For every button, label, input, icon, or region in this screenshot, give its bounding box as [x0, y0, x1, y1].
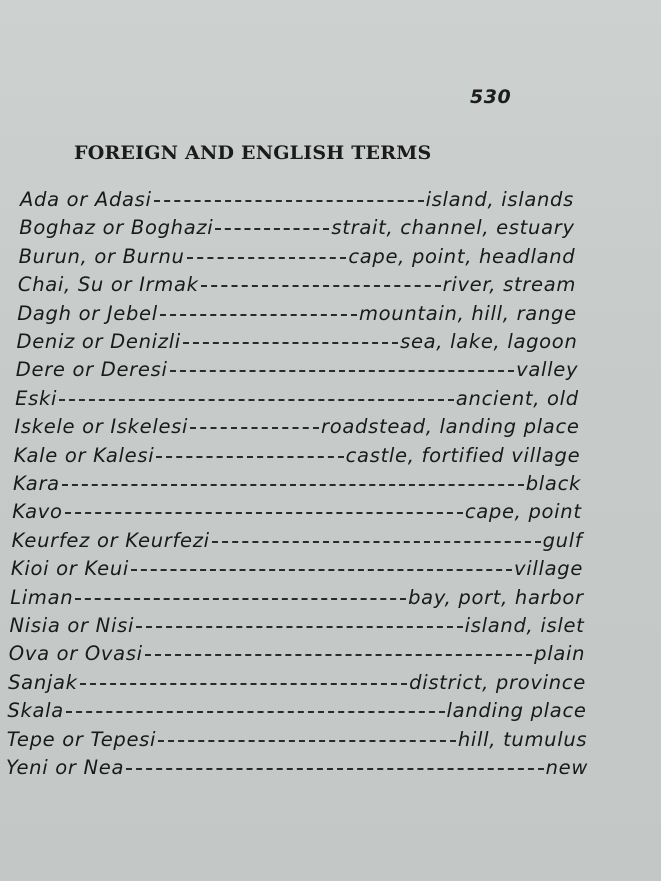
entry-term: Sanjak: [8, 670, 78, 694]
entry-term: Nisia or Nisi: [9, 614, 135, 637]
glossary-entry: [13, 472, 581, 500]
entry-meaning: district, province: [409, 670, 586, 694]
entry-meaning: island, islet: [464, 614, 585, 637]
glossary-entry: [11, 557, 583, 585]
entry-term: Chai, Su or Irmak: [17, 273, 199, 297]
entry-meaning: ancient, old: [455, 386, 579, 410]
dotted-leader: [158, 740, 456, 742]
page-number: 530: [470, 86, 512, 108]
entry-term: Burun, or Burnu: [18, 244, 185, 268]
glossary-entry: [16, 358, 578, 386]
entry-meaning: bay, port, harbor: [408, 585, 584, 609]
dotted-leader: [62, 484, 524, 486]
dotted-leader: [201, 285, 441, 287]
glossary-entry: [10, 586, 584, 614]
entry-meaning: mountain, hill, range: [358, 301, 577, 325]
dotted-leader: [190, 427, 319, 429]
glossary-entry: [8, 671, 586, 699]
entry-term: Kale or Kalesi: [13, 443, 155, 467]
entry-term: Dagh or Jebel: [17, 301, 158, 325]
dotted-leader: [59, 399, 454, 401]
entry-meaning: new: [545, 756, 588, 779]
glossary-entry: [15, 387, 579, 415]
dotted-leader: [215, 228, 329, 230]
dotted-leader: [66, 711, 445, 713]
entry-meaning: village: [514, 557, 584, 581]
glossary-entry: [19, 216, 574, 244]
dotted-leader: [187, 257, 347, 259]
dotted-leader: [65, 512, 463, 514]
glossary-entry: [18, 273, 576, 301]
entry-meaning: cape, point, headland: [348, 244, 576, 268]
glossary-entry: [7, 699, 586, 727]
glossary-entry: [14, 444, 581, 472]
entry-meaning: black: [525, 472, 581, 495]
entry-meaning: cape, point: [464, 500, 582, 524]
entry-term: Iskele or Iskelesi: [14, 415, 189, 439]
page-heading: FOREIGN AND ENGLISH TERMS: [74, 142, 432, 164]
dotted-leader: [136, 626, 463, 628]
glossary-entry: [19, 245, 576, 273]
entry-term: Tepe or Tepesi: [6, 727, 157, 751]
dotted-leader: [75, 598, 406, 600]
entry-meaning: landing place: [446, 699, 587, 723]
dotted-leader: [212, 541, 541, 543]
entry-term: Liman: [10, 585, 74, 609]
glossary-entry: [14, 415, 579, 443]
entry-meaning: gulf: [542, 528, 583, 552]
entry-term: Deniz or Denizli: [16, 330, 181, 353]
dotted-leader: [126, 768, 543, 770]
entry-term: Kioi or Keui: [10, 557, 130, 581]
glossary-entry: [10, 614, 585, 642]
entry-meaning: sea, lake, lagoon: [400, 330, 578, 353]
entry-meaning: hill, tumulus: [457, 727, 588, 751]
entry-meaning: strait, channel, estuary: [331, 216, 575, 240]
entry-meaning: valley: [516, 358, 579, 382]
dotted-leader: [80, 683, 407, 685]
entry-term: Dere or Deresi: [15, 358, 168, 382]
entry-meaning: roadstead, landing place: [321, 415, 580, 439]
glossary-entry: [12, 500, 581, 528]
entry-meaning: castle, fortified village: [345, 443, 581, 467]
entry-meaning: island, islands: [425, 188, 574, 211]
dotted-leader: [183, 342, 398, 344]
dotted-leader: [156, 456, 343, 458]
entry-term: Eski: [15, 386, 58, 410]
entry-term: Kara: [13, 472, 60, 495]
dotted-leader: [145, 654, 532, 656]
glossary-entry: [7, 728, 588, 756]
entry-term: Ova or Ovasi: [8, 642, 143, 666]
dotted-leader: [154, 200, 424, 202]
dotted-leader: [160, 314, 357, 316]
entry-term: Skala: [7, 699, 64, 723]
glossary-entry: [9, 642, 585, 670]
dotted-leader: [170, 370, 515, 372]
glossary-entry: [20, 188, 574, 216]
entry-meaning: river, stream: [442, 273, 577, 297]
entry-term: Boghaz or Boghazi: [19, 216, 214, 240]
glossary-entry: [17, 302, 577, 330]
entry-term: Kavo: [12, 500, 63, 524]
glossary-entry: [17, 330, 578, 358]
entry-term: Ada or Adasi: [20, 188, 152, 211]
entry-term: Keurfez or Keurfezi: [11, 528, 210, 552]
glossary-entry: [6, 756, 588, 784]
entry-meaning: plain: [534, 642, 586, 666]
entry-term: Yeni or Nea: [6, 756, 125, 779]
dotted-leader: [131, 569, 512, 571]
glossary-entry: [12, 529, 583, 557]
